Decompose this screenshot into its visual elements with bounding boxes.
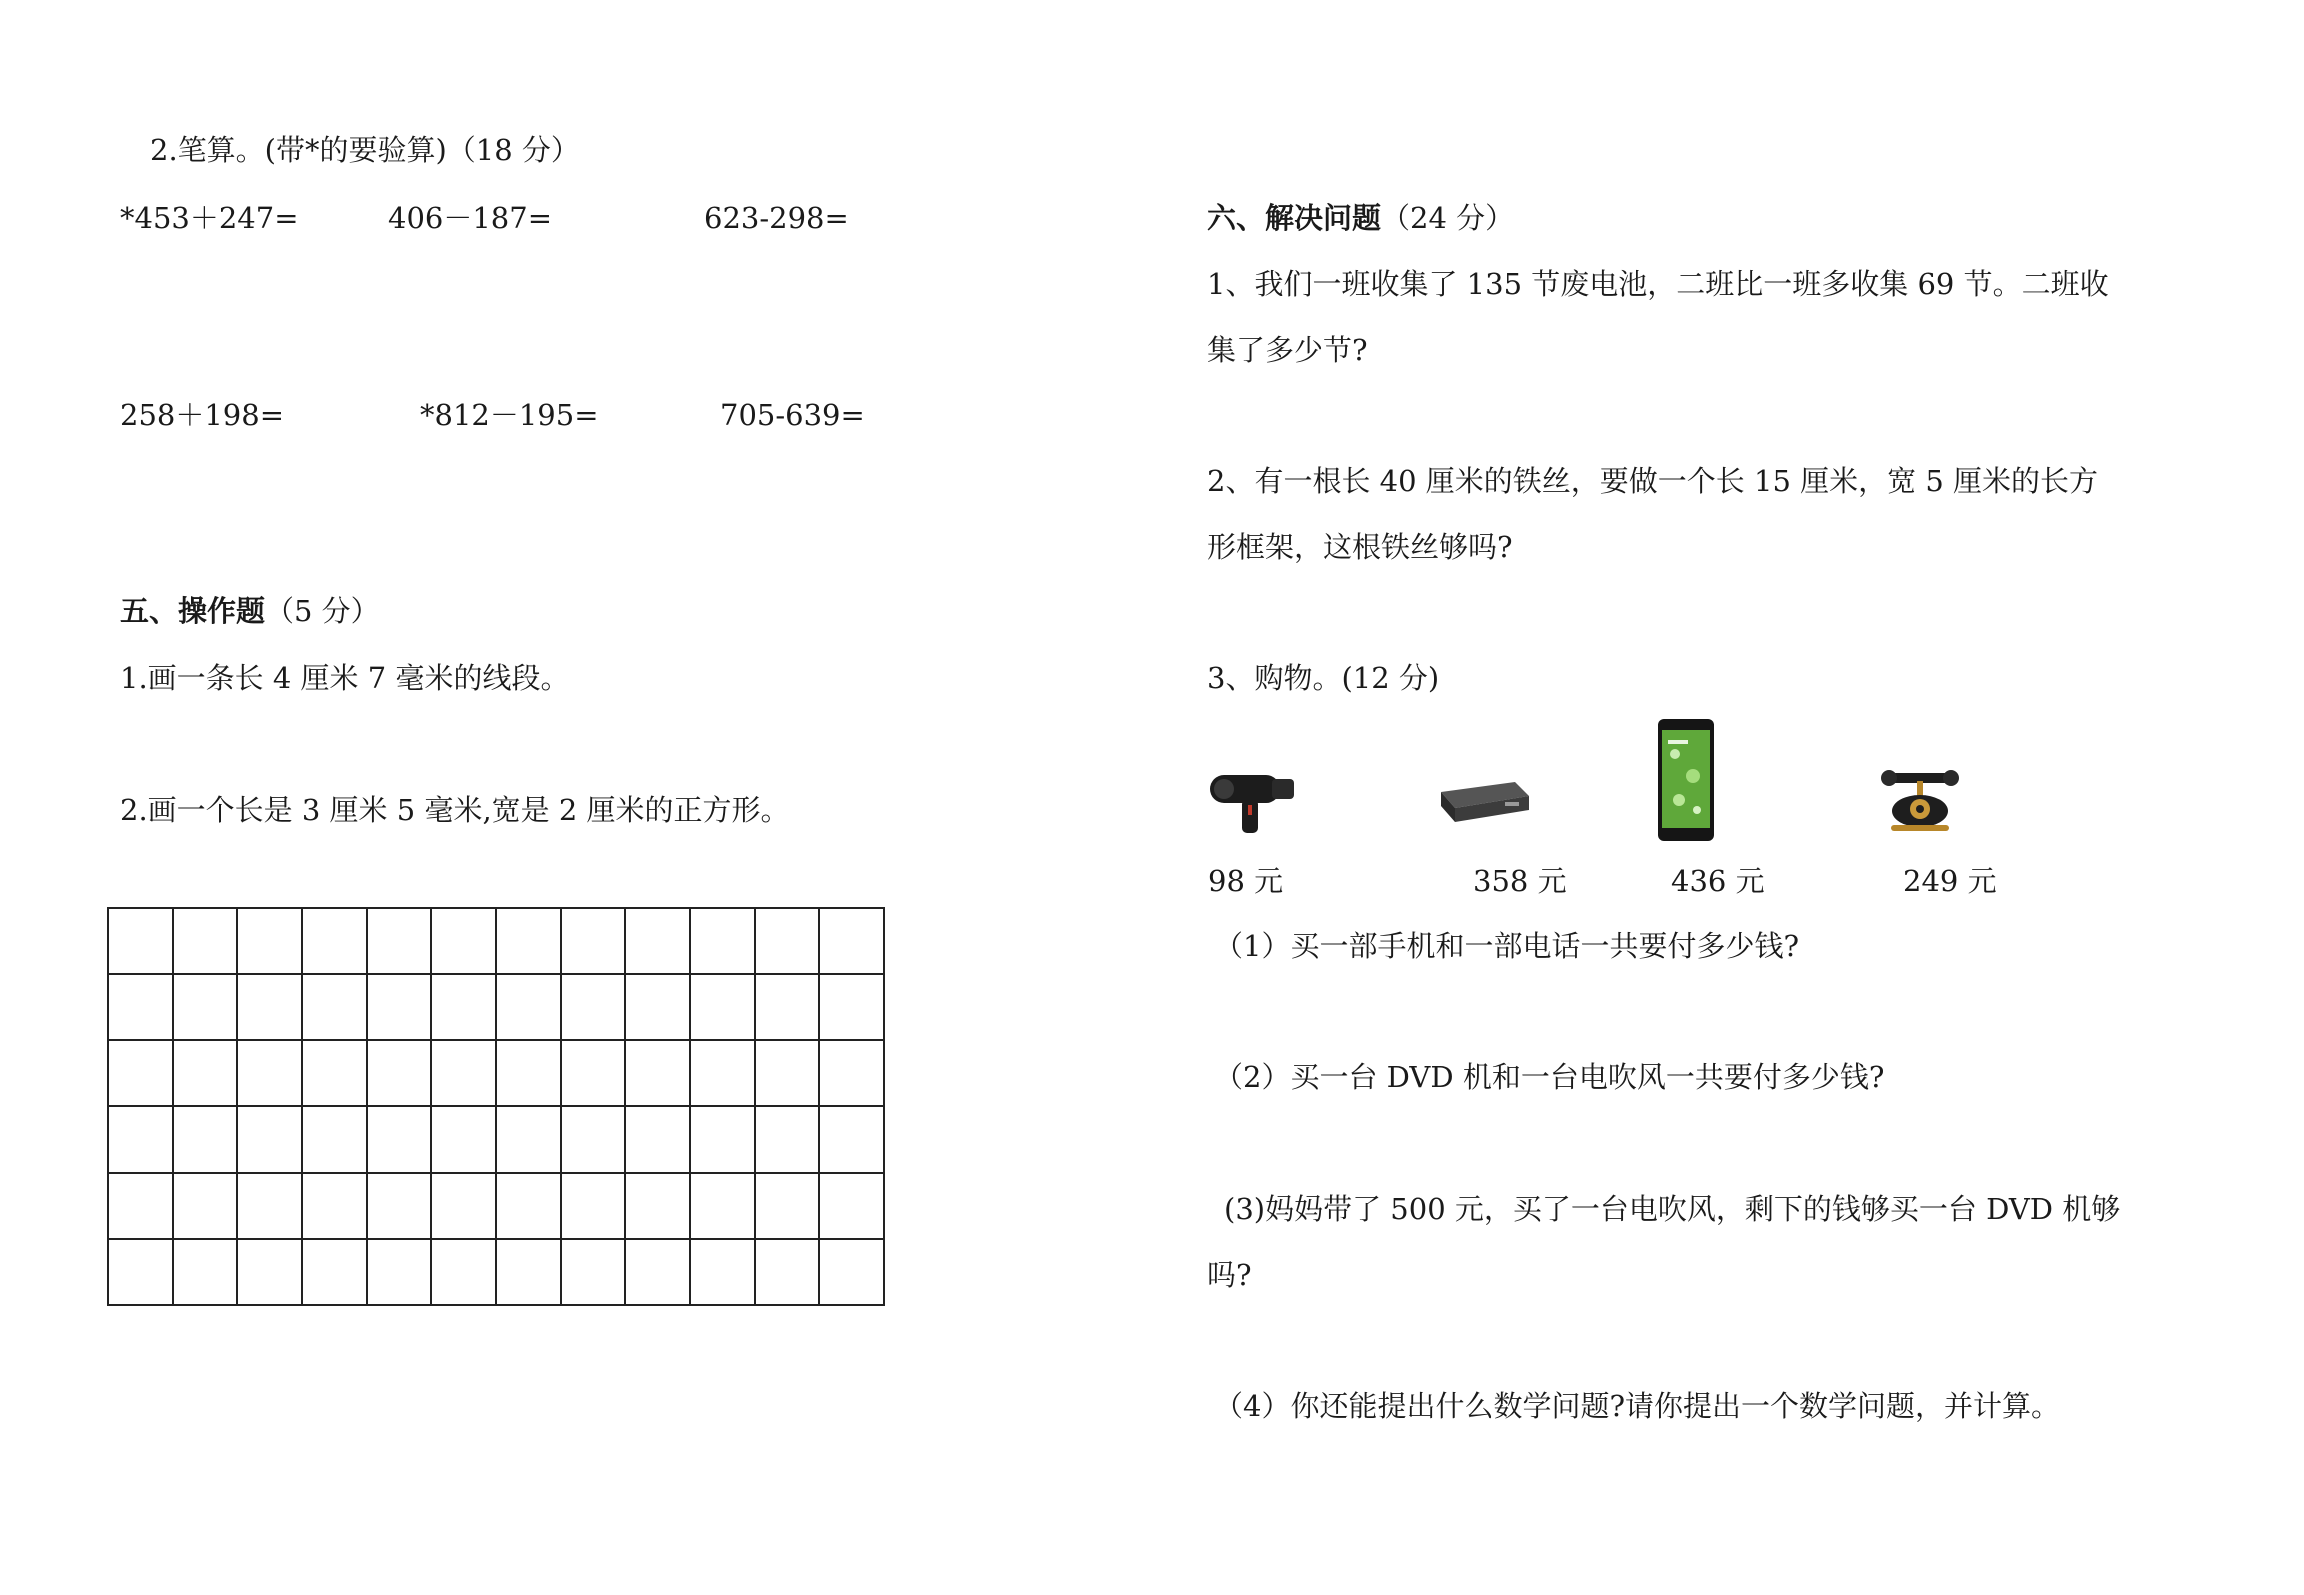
price-label: 436 元 [1671,864,1765,898]
grid-cell [820,1041,885,1107]
grid-cell [238,909,303,975]
grid-cell [432,1107,497,1173]
grid-cell [691,1240,756,1306]
grid-cell [820,1107,885,1173]
dvd-player-icon [1435,778,1531,828]
grid-cell [626,1041,691,1107]
grid-cell [109,1174,174,1240]
problem-1-line-1: 1、我们一班收集了 135 节废电池，二班比一班多收集 69 节。二班收 [1207,267,2109,301]
grid-cell [820,1174,885,1240]
grid-cell [368,1107,433,1173]
grid-cell [756,1174,821,1240]
grid-cell [756,975,821,1041]
grid-cell [174,975,239,1041]
grid-cell [432,1041,497,1107]
grid-cell [303,909,368,975]
grid-cell [238,975,303,1041]
operation-task-1: 1.画一条长 4 厘米 7 毫米的线段。 [120,661,570,695]
calc-item: 258＋198= [120,398,285,432]
price-label: 358 元 [1473,864,1567,898]
grid-cell [109,1041,174,1107]
sub-question-3-line-2: 吗? [1207,1258,1252,1292]
grid-cell [368,1240,433,1306]
grid-cell [174,909,239,975]
grid-cell [497,1107,562,1173]
grid-cell [756,1240,821,1306]
grid-cell [626,975,691,1041]
mobile-phone-icon [1657,718,1715,842]
grid-cell [691,1107,756,1173]
telephone-icon [1877,767,1963,835]
section-6-title: 六、解决问题 [1207,201,1382,235]
grid-cell [626,1174,691,1240]
sub-question-4: （4）你还能提出什么数学问题?请你提出一个数学问题，并计算。 [1214,1389,2060,1423]
sub-question-1: （1）买一部手机和一部电话一共要付多少钱? [1214,929,1799,963]
operation-task-2: 2.画一个长是 3 厘米 5 毫米,宽是 2 厘米的正方形。 [120,793,790,827]
sub-question-3-line-1: (3)妈妈带了 500 元，买了一台电吹风，剩下的钱够买一台 DVD 机够 [1224,1192,2121,1226]
grid-cell [238,1107,303,1173]
grid-cell [626,1240,691,1306]
grid-cell [368,975,433,1041]
section-5-score: （5 分） [265,594,380,628]
sub-question-2: （2）买一台 DVD 机和一台电吹风一共要付多少钱? [1214,1060,1885,1094]
grid-cell [756,1107,821,1173]
grid-cell [562,1240,627,1306]
grid-cell [174,1041,239,1107]
grid-cell [756,909,821,975]
grid-cell [562,1107,627,1173]
calc-item: *453＋247= [120,201,299,235]
grid-cell [691,975,756,1041]
grid-cell [432,1240,497,1306]
section-5-heading [120,594,380,628]
grid-cell [562,909,627,975]
grid-cell [109,909,174,975]
grid-cell [497,909,562,975]
grid-cell [626,909,691,975]
grid-cell [820,975,885,1041]
grid-cell [497,1174,562,1240]
calc-item: *812－195= [420,398,599,432]
grid-cell [497,975,562,1041]
hair-dryer-icon [1208,765,1298,837]
grid-cell [174,1240,239,1306]
grid-cell [368,909,433,975]
grid-cell [238,1174,303,1240]
grid-cell [303,1240,368,1306]
grid-cell [432,909,497,975]
calc-item: 406－187= [388,201,553,235]
grid-cell [174,1107,239,1173]
grid-cell [303,1107,368,1173]
grid-cell [691,909,756,975]
grid-cell [562,975,627,1041]
grid-cell [109,975,174,1041]
grid-cell [497,1240,562,1306]
grid-cell [368,1041,433,1107]
written-calc-heading: 2.笔算。(带*的要验算)（18 分） [150,133,580,167]
grid-cell [432,975,497,1041]
grid-cell [174,1174,239,1240]
problem-2-line-1: 2、有一根长 40 厘米的铁丝，要做一个长 15 厘米，宽 5 厘米的长方 [1207,464,2099,498]
price-label: 98 元 [1208,864,1284,898]
grid-cell [303,1041,368,1107]
shopping-heading: 3、购物。(12 分) [1207,661,1440,695]
problem-1-line-2: 集了多少节? [1207,333,1368,367]
grid-cell [820,909,885,975]
grid-cell [432,1174,497,1240]
drawing-grid [107,907,885,1306]
calc-item: 623-298= [704,201,849,235]
grid-cell [562,1041,627,1107]
section-6-heading [1207,201,1515,235]
grid-cell [303,975,368,1041]
section-6-score: （24 分） [1381,201,1515,235]
grid-cell [238,1240,303,1306]
price-label: 249 元 [1903,864,1997,898]
grid-cell [756,1041,821,1107]
calc-item: 705-639= [720,398,865,432]
section-5-title: 五、操作题 [120,594,266,628]
grid-cell [626,1107,691,1173]
grid-cell [109,1107,174,1173]
grid-cell [238,1041,303,1107]
grid-cell [691,1041,756,1107]
grid-cell [303,1174,368,1240]
grid-cell [497,1041,562,1107]
grid-cell [368,1174,433,1240]
grid-cell [820,1240,885,1306]
grid-cell [109,1240,174,1306]
problem-2-line-2: 形框架，这根铁丝够吗? [1207,530,1513,564]
grid-cell [562,1174,627,1240]
grid-cell [691,1174,756,1240]
